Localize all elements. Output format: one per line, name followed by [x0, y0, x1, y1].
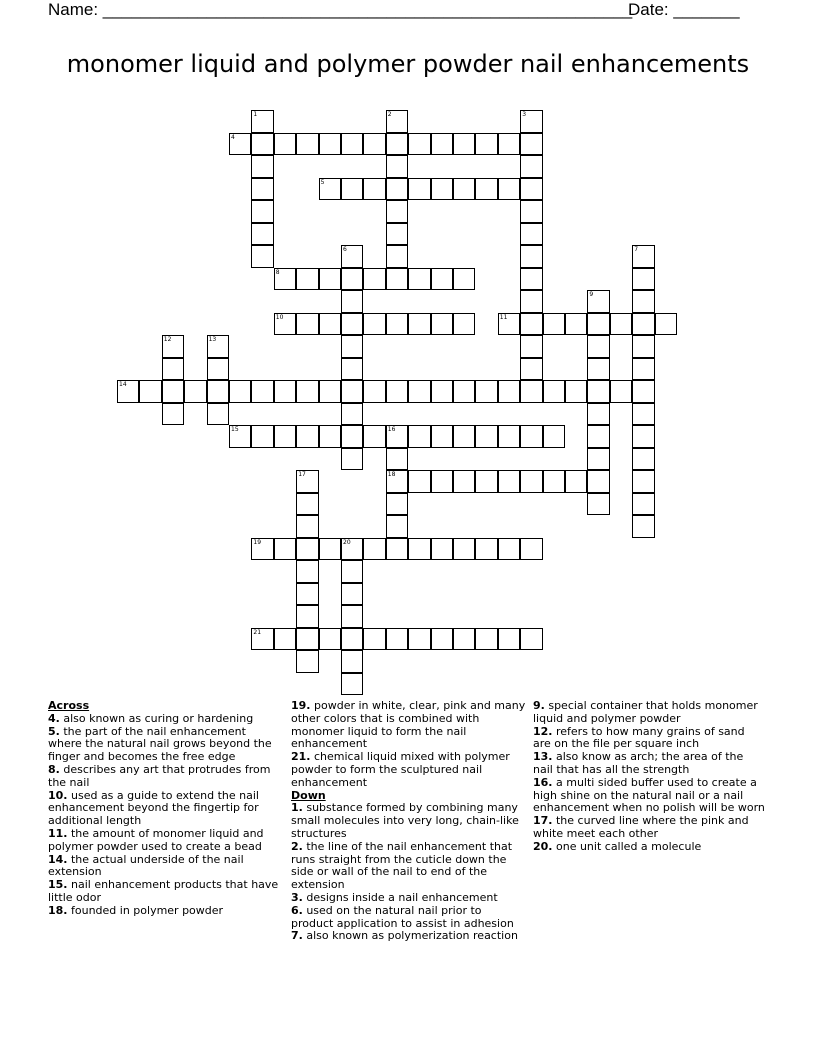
grid-cell[interactable] [632, 358, 654, 381]
grid-cell[interactable] [498, 313, 520, 336]
grid-cell[interactable] [251, 538, 273, 561]
grid-cell[interactable] [386, 425, 408, 448]
grid-cell[interactable] [363, 425, 385, 448]
cell-number: 16 [387, 426, 396, 433]
cell-number: 1 [253, 111, 258, 118]
across-clue [48, 879, 283, 905]
grid-cell[interactable] [341, 380, 363, 403]
clue-number: 9. [533, 699, 545, 712]
clue-number: 13. [533, 750, 553, 764]
grid-cell[interactable] [341, 538, 363, 561]
grid-cell[interactable] [162, 380, 184, 403]
clue-text: special container that holds monomer liquid and polymer powder [533, 699, 758, 725]
grid-cell[interactable] [453, 178, 475, 201]
grid-cell[interactable] [207, 403, 229, 426]
cell-number: 14 [119, 381, 127, 388]
clue-number: 11. [48, 826, 68, 840]
clue-number: 18. [48, 903, 68, 917]
grid-cell[interactable] [408, 538, 430, 561]
grid-cell[interactable] [520, 200, 542, 223]
clue-text: designs inside a nail enhancement [302, 890, 498, 904]
grid-cell[interactable] [386, 178, 408, 201]
clue-text: a multi sided buffer used to create a high shine on the natural nail or a nail enhancement when no polish will be worn [533, 775, 765, 815]
grid-cell[interactable] [475, 470, 497, 493]
grid-cell[interactable] [296, 470, 318, 493]
grid-cell[interactable] [341, 178, 363, 201]
clue-number: 20. [533, 839, 553, 853]
down-clue [291, 802, 526, 840]
grid-cell[interactable] [587, 425, 609, 448]
grid-cell[interactable] [565, 380, 587, 403]
grid-cell[interactable] [386, 515, 408, 538]
grid-cell[interactable] [319, 313, 341, 336]
clue-number: 8. [48, 762, 60, 776]
grid-cell[interactable] [520, 155, 542, 178]
grid-cell[interactable] [363, 268, 385, 291]
grid-cell[interactable] [386, 628, 408, 651]
date-field-label: Date: _______ [628, 0, 740, 19]
clue-number: 16. [533, 775, 553, 789]
grid-cell[interactable] [408, 425, 430, 448]
grid-cell[interactable] [453, 313, 475, 336]
grid-cell[interactable] [475, 178, 497, 201]
down-clue-list [291, 802, 526, 943]
grid-cell[interactable] [587, 403, 609, 426]
grid-cell[interactable] [251, 178, 273, 201]
grid-cell[interactable] [475, 133, 497, 156]
cell-number: 11 [499, 313, 508, 321]
clue-number: 2. [291, 839, 303, 853]
cell-number: 4 [231, 133, 235, 141]
grid-cell[interactable] [319, 133, 341, 156]
clue-number: 7. [291, 929, 303, 943]
grid-cell[interactable] [498, 628, 520, 651]
grid-cell[interactable] [274, 628, 296, 651]
grid-cell[interactable] [520, 380, 542, 403]
clue-text: founded in polymer powder [67, 903, 224, 917]
grid-cell[interactable] [565, 470, 587, 493]
cell-number: 7 [634, 246, 639, 253]
across-clue [291, 700, 526, 751]
grid-cell[interactable] [408, 628, 430, 651]
grid-cell[interactable] [543, 313, 565, 336]
grid-cell[interactable] [274, 425, 296, 448]
grid-cell[interactable] [341, 650, 363, 673]
grid-cell[interactable] [632, 380, 654, 403]
clues-column-3 [533, 700, 765, 854]
grid-cell[interactable] [251, 223, 273, 246]
grid-cell[interactable] [274, 268, 296, 291]
grid-cell[interactable] [207, 358, 229, 381]
across-clue [291, 751, 526, 789]
grid-cell[interactable] [520, 268, 542, 291]
grid-cell[interactable] [498, 133, 520, 156]
grid-cell[interactable] [431, 628, 453, 651]
grid-cell[interactable] [341, 335, 363, 358]
grid-cell[interactable] [319, 538, 341, 561]
grid-cell[interactable] [431, 538, 453, 561]
cell-number: 17 [298, 471, 306, 478]
grid-cell[interactable] [632, 425, 654, 448]
grid-cell[interactable] [655, 313, 677, 336]
grid-cell[interactable] [363, 380, 385, 403]
down-clue [291, 930, 526, 943]
cell-number: 20 [343, 538, 351, 546]
grid-cell[interactable] [408, 268, 430, 291]
grid-cell[interactable] [431, 425, 453, 448]
grid-cell[interactable] [229, 380, 251, 403]
cell-number: 21 [253, 628, 262, 636]
grid-cell[interactable] [520, 133, 542, 156]
grid-cell[interactable] [296, 515, 318, 538]
grid-cell[interactable] [587, 448, 609, 471]
grid-cell[interactable] [296, 425, 318, 448]
clue-text: nail enhancement products that have little odor [48, 878, 279, 904]
grid-cell[interactable] [498, 380, 520, 403]
grid-cell[interactable] [341, 358, 363, 381]
cell-number: 18 [387, 471, 396, 478]
grid-cell[interactable] [520, 110, 542, 133]
cell-number: 3 [522, 111, 527, 118]
grid-cell[interactable] [632, 515, 654, 538]
across-clue [48, 790, 283, 828]
grid-cell[interactable] [296, 133, 318, 156]
clue-text: substance formed by combining many small molecules into very long, chain-like structures [291, 801, 519, 840]
grid-cell[interactable] [520, 470, 542, 493]
grid-cell[interactable] [229, 133, 251, 156]
down-clue [533, 815, 765, 841]
grid-cell[interactable] [319, 178, 341, 201]
grid-cell[interactable] [341, 313, 363, 336]
grid-cell[interactable] [453, 133, 475, 156]
grid-cell[interactable] [162, 358, 184, 381]
clue-text: also know as arch; the area of the nail that has all the strength [533, 750, 744, 776]
cell-number: 15 [231, 426, 239, 433]
clue-number: 15. [48, 878, 68, 892]
grid-cell[interactable] [341, 403, 363, 426]
grid-cell[interactable] [610, 313, 632, 336]
grid-cell[interactable] [475, 538, 497, 561]
grid-cell[interactable] [498, 538, 520, 561]
clue-number: 17. [533, 814, 553, 828]
clue-text: also known as curing or hardening [59, 711, 254, 725]
clue-number: 1. [291, 801, 303, 815]
clue-number: 14. [48, 852, 68, 866]
grid-cell[interactable] [520, 290, 542, 313]
cell-number: 8 [275, 268, 280, 276]
across-clue-list [48, 713, 283, 918]
grid-cell[interactable] [587, 470, 609, 493]
grid-cell[interactable] [274, 538, 296, 561]
grid-cell[interactable] [341, 425, 363, 448]
clue-number: 12. [533, 724, 553, 738]
name-field-label: Name: ________________________________________________________ [48, 0, 633, 19]
grid-cell[interactable] [475, 628, 497, 651]
grid-cell[interactable] [520, 223, 542, 246]
grid-cell[interactable] [251, 245, 273, 268]
grid-cell[interactable] [632, 268, 654, 291]
clue-number: 5. [48, 724, 60, 738]
grid-cell[interactable] [453, 380, 475, 403]
down-clue [533, 777, 765, 815]
grid-cell[interactable] [363, 313, 385, 336]
grid-cell[interactable] [587, 493, 609, 516]
grid-cell[interactable] [587, 358, 609, 381]
clues-column-1 [48, 700, 283, 918]
clue-text: the part of the nail enhancement where the natural nail grows beyond the finger and becomes the free edge [48, 724, 272, 764]
grid-cell[interactable] [386, 200, 408, 223]
grid-cell[interactable] [386, 448, 408, 471]
grid-cell[interactable] [453, 628, 475, 651]
grid-cell[interactable] [341, 268, 363, 291]
grid-cell[interactable] [587, 290, 609, 313]
grid-cell[interactable] [296, 493, 318, 516]
grid-cell[interactable] [386, 245, 408, 268]
grid-cell[interactable] [431, 268, 453, 291]
grid-cell[interactable] [632, 245, 654, 268]
grid-cell[interactable] [453, 470, 475, 493]
grid-cell[interactable] [475, 380, 497, 403]
grid-cell[interactable] [363, 538, 385, 561]
grid-cell[interactable] [296, 268, 318, 291]
clue-text: the actual underside of the nail extension [48, 852, 244, 879]
cell-number: 2 [387, 111, 392, 118]
grid-cell[interactable] [632, 313, 654, 336]
cell-number: 5 [320, 178, 325, 186]
grid-cell[interactable] [229, 425, 251, 448]
grid-cell[interactable] [319, 628, 341, 651]
grid-cell[interactable] [498, 178, 520, 201]
grid-cell[interactable] [386, 313, 408, 336]
grid-cell[interactable] [341, 605, 363, 628]
grid-cell[interactable] [475, 425, 497, 448]
grid-cell[interactable] [498, 470, 520, 493]
grid-cell[interactable] [632, 493, 654, 516]
grid-cell[interactable] [632, 335, 654, 358]
down-clue [291, 905, 526, 931]
clues-column-2 [291, 700, 526, 943]
down-clue [291, 841, 526, 892]
grid-cell[interactable] [386, 493, 408, 516]
clue-number: 4. [48, 711, 60, 725]
grid-cell[interactable] [520, 628, 542, 651]
across-clue-list-continued [291, 700, 526, 790]
page-title: monomer liquid and polymer powder nail enhancements [66, 50, 750, 78]
grid-cell[interactable] [520, 313, 542, 336]
grid-cell[interactable] [341, 673, 363, 696]
grid-cell[interactable] [386, 470, 408, 493]
grid-cell[interactable] [184, 380, 206, 403]
cell-number: 19 [253, 538, 262, 546]
down-clue [533, 751, 765, 777]
cell-number: 9 [589, 291, 594, 298]
grid-cell[interactable] [408, 313, 430, 336]
grid-cell[interactable] [341, 448, 363, 471]
grid-cell[interactable] [431, 133, 453, 156]
grid-cell[interactable] [408, 133, 430, 156]
grid-cell[interactable] [139, 380, 161, 403]
grid-cell[interactable] [251, 380, 273, 403]
grid-cell[interactable] [341, 560, 363, 583]
clue-text: the line of the nail enhancement that runs straight from the cuticle down the side or wall of the nail to end of the extension [291, 839, 513, 892]
grid-cell[interactable] [251, 200, 273, 223]
grid-cell[interactable] [520, 178, 542, 201]
grid-cell[interactable] [341, 290, 363, 313]
grid-cell[interactable] [363, 133, 385, 156]
grid-cell[interactable] [408, 470, 430, 493]
grid-cell[interactable] [431, 178, 453, 201]
clue-number: 21. [291, 750, 311, 764]
clue-number: 19. [291, 699, 311, 712]
grid-cell[interactable] [296, 380, 318, 403]
across-clue [48, 764, 283, 790]
grid-cell[interactable] [296, 650, 318, 673]
grid-cell[interactable] [386, 380, 408, 403]
grid-cell[interactable] [543, 380, 565, 403]
grid-cell[interactable] [520, 335, 542, 358]
clue-text: used on the natural nail prior to product application to assist in adhesion [291, 903, 514, 930]
grid-cell[interactable] [296, 313, 318, 336]
grid-cell[interactable] [296, 560, 318, 583]
clue-text: the amount of monomer liquid and polymer powder used to create a bead [48, 826, 264, 853]
cell-number: 6 [343, 246, 347, 253]
clue-text: one unit called a molecule [552, 839, 702, 853]
grid-cell[interactable] [587, 380, 609, 403]
down-heading: Down [291, 788, 326, 802]
grid-cell[interactable] [453, 268, 475, 291]
grid-cell[interactable] [520, 245, 542, 268]
grid-cell[interactable] [453, 425, 475, 448]
grid-cell[interactable] [296, 538, 318, 561]
grid-cell[interactable] [386, 223, 408, 246]
across-clue [48, 828, 283, 854]
grid-cell[interactable] [565, 313, 587, 336]
grid-cell[interactable] [431, 380, 453, 403]
clue-text: describes any art that protrudes from the nail [48, 762, 271, 789]
across-heading: Across [48, 699, 90, 712]
grid-cell[interactable] [251, 628, 273, 651]
grid-cell[interactable] [274, 380, 296, 403]
grid-cell[interactable] [632, 448, 654, 471]
down-clue [533, 700, 765, 726]
clue-text: also known as polymerization reaction [302, 929, 518, 943]
grid-cell[interactable] [543, 425, 565, 448]
grid-cell[interactable] [341, 583, 363, 606]
grid-cell[interactable] [162, 335, 184, 358]
down-clue [533, 726, 765, 752]
clue-text: refers to how many grains of sand are on the file per square inch [533, 724, 745, 751]
grid-cell[interactable] [363, 178, 385, 201]
clue-number: 3. [291, 890, 303, 904]
grid-cell[interactable] [610, 380, 632, 403]
grid-cell[interactable] [543, 470, 565, 493]
grid-cell[interactable] [520, 538, 542, 561]
grid-cell[interactable] [319, 268, 341, 291]
grid-cell[interactable] [251, 155, 273, 178]
grid-cell[interactable] [207, 335, 229, 358]
grid-cell[interactable] [431, 313, 453, 336]
grid-cell[interactable] [632, 403, 654, 426]
grid-cell[interactable] [386, 155, 408, 178]
grid-cell[interactable] [386, 133, 408, 156]
grid-cell[interactable] [274, 313, 296, 336]
grid-cell[interactable] [251, 110, 273, 133]
across-clue [48, 726, 283, 764]
grid-cell[interactable] [319, 380, 341, 403]
grid-cell[interactable] [341, 133, 363, 156]
grid-cell[interactable] [520, 425, 542, 448]
grid-cell[interactable] [117, 380, 139, 403]
grid-cell[interactable] [207, 380, 229, 403]
grid-cell[interactable] [431, 470, 453, 493]
grid-cell[interactable] [632, 470, 654, 493]
down-clue-list-continued [533, 700, 765, 854]
grid-cell[interactable] [520, 358, 542, 381]
down-clue [533, 841, 765, 854]
clue-number: 10. [48, 788, 68, 802]
grid-cell[interactable] [587, 335, 609, 358]
across-clue [48, 905, 283, 918]
grid-cell[interactable] [386, 538, 408, 561]
clue-text: used as a guide to extend the nail enhancement beyond the fingertip for additional length [48, 788, 259, 828]
grid-cell[interactable] [408, 380, 430, 403]
clue-text: the curved line where the pink and white meet each other [533, 814, 749, 840]
grid-cell[interactable] [162, 403, 184, 426]
grid-cell[interactable] [274, 133, 296, 156]
grid-cell[interactable] [498, 425, 520, 448]
across-clue [48, 854, 283, 880]
grid-cell[interactable] [251, 133, 273, 156]
grid-cell[interactable] [453, 538, 475, 561]
cell-number: 10 [275, 313, 284, 321]
grid-cell[interactable] [319, 425, 341, 448]
grid-cell[interactable] [386, 268, 408, 291]
grid-cell[interactable] [632, 290, 654, 313]
grid-cell[interactable] [386, 110, 408, 133]
grid-cell[interactable] [408, 178, 430, 201]
clue-text: chemical liquid mixed with polymer powder to form the sculptured nail enhancement [291, 750, 510, 789]
grid-cell[interactable] [296, 628, 318, 651]
clue-text: powder in white, clear, pink and many other colors that is combined with monomer liquid to form the nail enhancement [291, 699, 526, 751]
cell-number: 12 [163, 336, 172, 343]
clue-number: 6. [291, 903, 303, 917]
grid-cell[interactable] [341, 245, 363, 268]
grid-cell[interactable] [587, 313, 609, 336]
grid-cell[interactable] [296, 583, 318, 606]
cell-number: 13 [208, 336, 217, 343]
grid-cell[interactable] [251, 425, 273, 448]
grid-cell[interactable] [296, 605, 318, 628]
grid-cell[interactable] [341, 628, 363, 651]
grid-cell[interactable] [363, 628, 385, 651]
